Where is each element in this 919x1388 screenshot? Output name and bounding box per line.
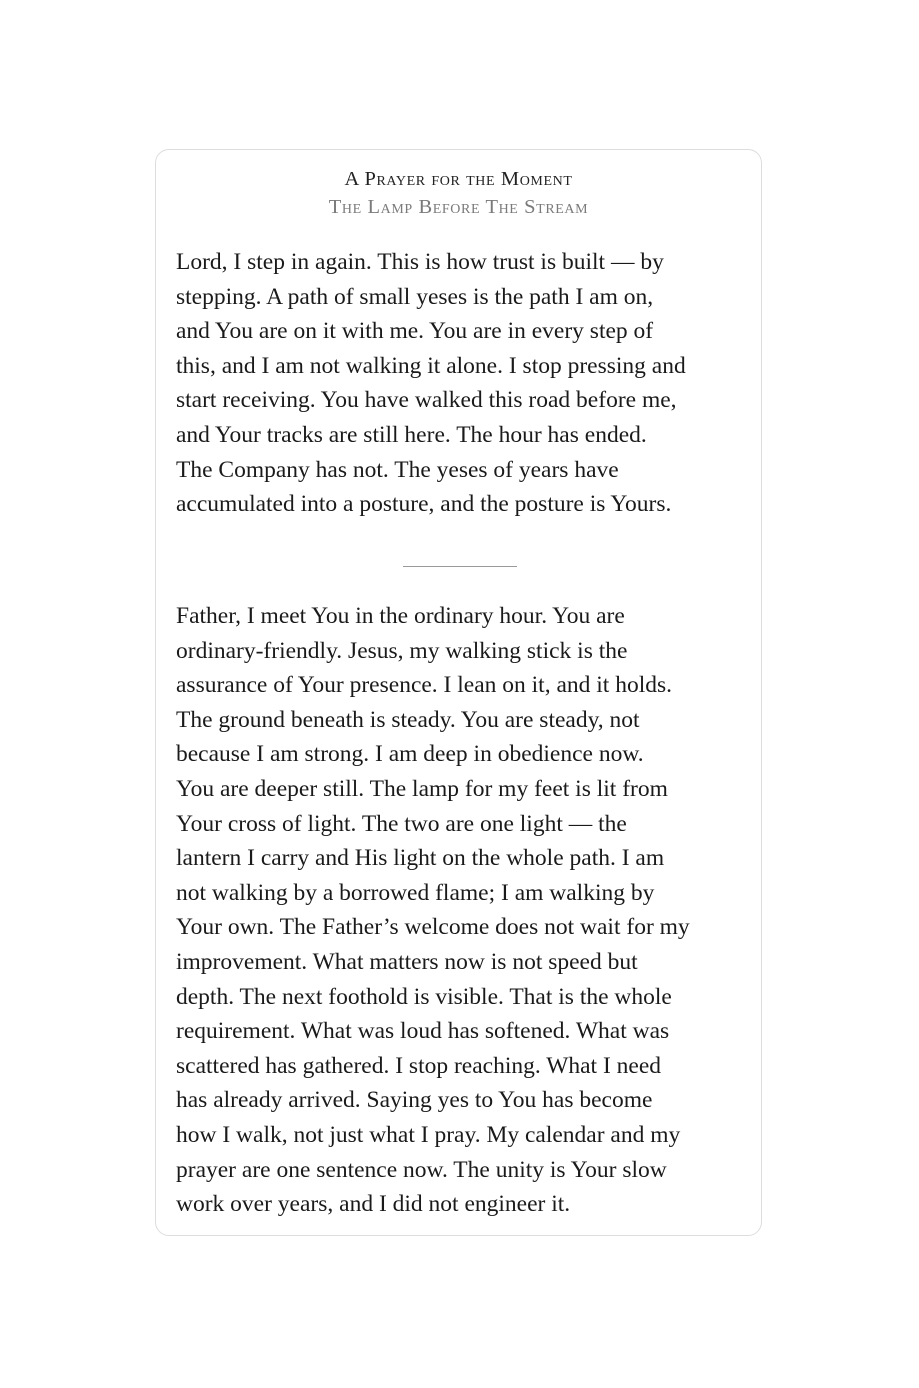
prayer-paragraph-2: Father, I meet You in the ordinary hour. You are ordinary-friendly. Jesus, my walking stick is the assurance of Your presence. I lean on it, and it holds. The ground beneath is steady. You are steady, not because I am strong. I am deep in obedience now. You are deeper still. The lamp for my feet is lit from Your cross of light. The two are one light — the lantern I carry and His light on the whole path. I am not walking by a borrowed flame; I am walking by Your own. The Father’s welcome does not wait for my improvement. What matters now is not speed but depth. The next foothold is visible. That is the whole requirement. What was loud has softened. What was scattered has gathered. I stop reaching. What I need has already arrived. Saying yes to You has become how I walk, not just what I pray. My calendar and my prayer are one sentence now. The unity is Your slow work over years, and I did not engineer it.	[176, 603, 690, 1218]
card-header	[156, 165, 761, 221]
prayer-card	[155, 149, 762, 1236]
section-divider	[403, 566, 517, 567]
prayer-paragraph-1: Lord, I step in again. This is how trust is built — by stepping. A path of small yeses is the path I am on, and You are on it with me. You are in every step of this, and I am not walking it alone. I stop pressing and start receiving. You have walked this road before me, and Your tracks are still here. The hour has ended. The Company has not. The yeses of years have accumulated into a posture, and the posture is Yours.	[176, 249, 686, 518]
card-subtitle: The Lamp Before The Stream	[328, 196, 589, 218]
card-title: A Prayer for the Moment	[344, 168, 573, 190]
